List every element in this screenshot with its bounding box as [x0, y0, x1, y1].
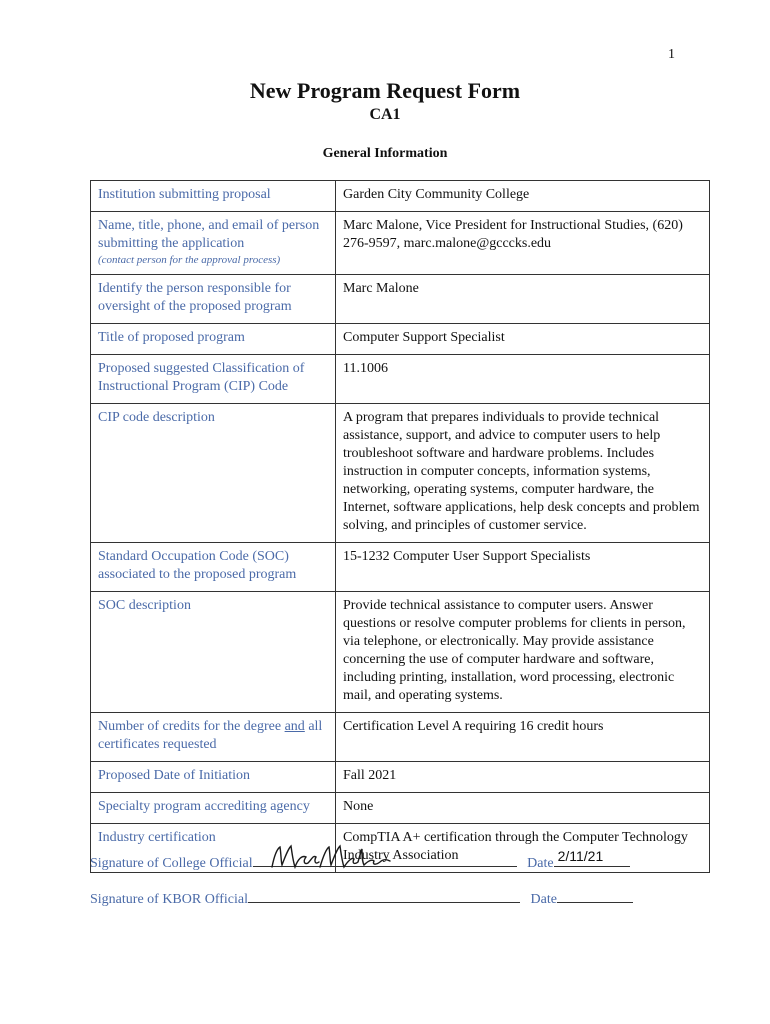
- table-row: [91, 212, 710, 275]
- row-note: (contact person for the approval process): [98, 254, 281, 266]
- kbor-date-field[interactable]: [557, 888, 633, 903]
- form-subtitle: CA1: [369, 106, 401, 123]
- college-date-label: Date: [527, 856, 554, 871]
- row-value: CompTIA A+ certification through the Computer Technology Industry Association: [336, 824, 710, 873]
- row-label-cell: [91, 713, 336, 762]
- table-row: [91, 404, 710, 543]
- kbor-signature-field[interactable]: [248, 888, 520, 903]
- college-date-field[interactable]: [554, 848, 630, 867]
- row-label: SOC description: [91, 592, 336, 713]
- row-label: Specialty program accrediting agency: [91, 793, 336, 824]
- row-value: Marc Malone, Vice President for Instructional Studies, (620) 276-9597, marc.malone@gcccks.edu: [336, 212, 710, 275]
- table-row: [91, 355, 710, 404]
- row-value: A program that prepares individuals to provide technical assistance, support, and advice to computer users to help troubleshoot software and hardware problems. Includes instruction in computer concepts, information systems, networking, operating systems, computer hardware, the Internet, software applications, help desk concepts and problem solving, and principles of customer service.: [336, 404, 710, 543]
- table-row: [91, 793, 710, 824]
- row-label: Proposed suggested Classification of Instructional Program (CIP) Code: [91, 355, 336, 404]
- row-label: Proposed Date of Initiation: [91, 762, 336, 793]
- row-label: Standard Occupation Code (SOC) associated to the proposed program: [91, 543, 336, 592]
- table-row: [91, 713, 710, 762]
- row-value: Computer Support Specialist: [336, 324, 710, 355]
- row-label-part: all certificates requested: [98, 719, 323, 752]
- row-value: Certification Level A requiring 16 credit hours: [336, 713, 710, 762]
- row-value: 15-1232 Computer User Support Specialists: [336, 543, 710, 592]
- row-value: 11.1006: [336, 355, 710, 404]
- kbor-signature-line: [90, 888, 633, 908]
- row-label: Identify the person responsible for oversight of the proposed program: [91, 275, 336, 324]
- row-label-underlined: and: [284, 719, 305, 734]
- college-date-value: 2/11/21: [557, 848, 604, 864]
- row-value: Garden City Community College: [336, 181, 710, 212]
- handwritten-signature: [268, 843, 393, 873]
- row-value: Provide technical assistance to computer users. Answer questions or resolve computer problems for clients in person, via telephone, or electronically. May provide assistance concerning the use of computer hardware and software, including printing, installation, word processing, electronic mail, and operating systems.: [336, 592, 710, 713]
- table-row: [91, 592, 710, 713]
- form-title: New Program Request Form: [249, 78, 521, 103]
- row-label: Name, title, phone, and email of person submitting the application: [98, 218, 320, 251]
- table-row: [91, 543, 710, 592]
- row-label: Title of proposed program: [91, 324, 336, 355]
- row-label-part: Number of credits for the degree: [98, 719, 285, 734]
- row-label-cell: [91, 212, 336, 275]
- table-row: [91, 275, 710, 324]
- page-number: 1: [668, 47, 675, 62]
- row-label: Institution submitting proposal: [91, 181, 336, 212]
- row-value: None: [336, 793, 710, 824]
- kbor-signature-label: Signature of KBOR Official: [90, 892, 248, 907]
- general-information-table: [90, 180, 710, 873]
- row-value: Marc Malone: [336, 275, 710, 324]
- row-value: Fall 2021: [336, 762, 710, 793]
- table-row: [91, 324, 710, 355]
- table-row: [91, 762, 710, 793]
- section-heading: General Information: [322, 146, 448, 161]
- table-row: [91, 181, 710, 212]
- row-label: CIP code description: [91, 404, 336, 543]
- college-signature-label: Signature of College Official: [90, 856, 253, 871]
- row-label: Industry certification: [91, 824, 336, 873]
- kbor-date-label: Date: [530, 892, 557, 907]
